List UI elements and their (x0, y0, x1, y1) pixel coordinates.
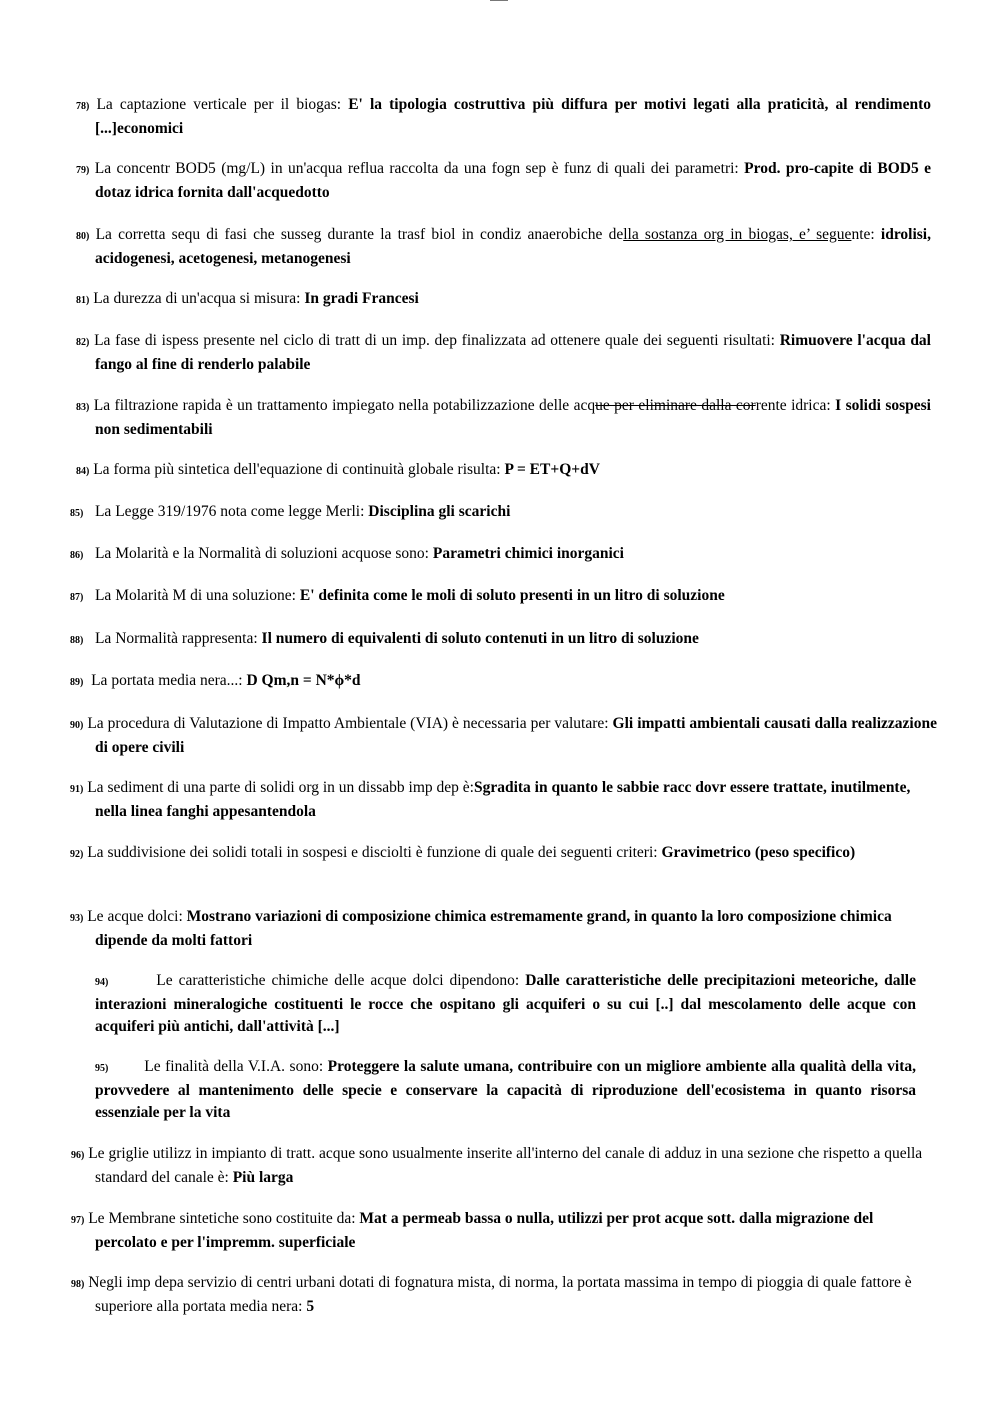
item-number: 94) (95, 977, 109, 988)
list-item (70, 628, 912, 652)
item-answer: Rimuovere l'acqua dal fango al fine di renderlo palabile (95, 332, 931, 373)
item-question: La Normalità rappresenta: (94, 630, 262, 647)
item-question: La corretta sequ di fasi che susseg durante la trasf biol in condiz anaerobiche de (95, 226, 624, 243)
item-answer: D Qm,n = N*ϕ*d (246, 672, 361, 689)
list-item (70, 585, 912, 609)
item-number: 89) (70, 677, 84, 688)
list-item (71, 1272, 937, 1318)
item-answer: E' definita come le moli di soluto presenti in un litro di soluzione (299, 587, 725, 604)
item-answer: Mostrano variazioni di composizione chimica estremamente grand, in quanto la loro composizione chimica dipende da molti fattori (95, 908, 892, 949)
item-question: Le griglie utilizz in impianto di tratt. acque sono usualmente inserite all'interno del canale di adduz in una sezione che rispetto a quella standard del canale è: (88, 1145, 923, 1186)
item-answer: In gradi Francesi (304, 290, 419, 307)
item-number: 84) (76, 466, 90, 477)
item-answer: P = ET+Q+dV (504, 461, 600, 478)
item-question: La procedura di Valutazione di Impatto Ambientale (VIA) è necessaria per valutare: (87, 715, 613, 732)
item-question: La fase di ispess presente nel ciclo di tratt di un imp. dep finalizzata ad ottenere quale dei seguenti risultati: (94, 332, 780, 349)
item-answer: 5 (306, 1298, 315, 1315)
item-question: La Molarità e la Normalità di soluzioni acquose sono: (94, 545, 433, 562)
item-question: nte: (851, 226, 881, 243)
item-question: La filtrazione rapida è un trattamento impiegato nella potabilizzazione delle acq (93, 397, 596, 414)
list-item (76, 288, 912, 312)
item-answer: Disciplina gli scarichi (368, 503, 511, 520)
list-item (71, 1143, 935, 1189)
list-item (70, 670, 912, 694)
list-item (76, 330, 931, 376)
list-item (95, 1056, 916, 1124)
item-answer: idrolisi, acidogenesi, acetogenesi, metanogenesi (95, 226, 931, 267)
item-answer: I solidi sospesi non sedimentabili (95, 397, 931, 438)
item-question: La portata media nera...: (91, 672, 247, 689)
item-answer: Dalle caratteristiche delle precipitazioni meteoriche, dalle interazioni mineralogiche costituenti le rocce che ospitano gli acquiferi o su cui [..] dal mescolamento delle acque con acquiferi più antichi, dall'attività [...] (95, 972, 916, 1035)
item-answer: Mat a permeab bassa o nulla, utilizzi per prot acque sott. dalla migrazione del percolato e per l'impremm. superficiale (95, 1210, 874, 1251)
item-answer: Il numero di equivalenti di soluto contenuti in un litro di soluzione (261, 630, 699, 647)
item-number: 97) (71, 1215, 85, 1226)
item-number: 90) (70, 720, 84, 731)
item-answer: Gravimetrico (peso specifico) (661, 844, 856, 861)
item-question: rente idrica: (755, 397, 836, 414)
item-question: La Molarità M di una soluzione: (94, 587, 300, 604)
list-item (95, 970, 916, 1038)
item-number: 80) (76, 231, 90, 242)
list-item (70, 906, 940, 952)
item-number: 95) (95, 1063, 109, 1074)
item-answer: Parametri chimici inorganici (432, 545, 624, 562)
list-item (76, 94, 931, 140)
list-item (70, 713, 937, 759)
list-item (70, 501, 912, 525)
item-number: 93) (70, 913, 84, 924)
item-question-underlined: lla sostanza org in biogas, e’ segue (623, 226, 852, 243)
item-question: La sediment di una parte di solidi org in un dissabb imp dep è: (87, 779, 474, 796)
list-item (76, 459, 912, 483)
item-question: La forma più sintetica dell'equazione di continuità globale risulta: (93, 461, 505, 478)
item-number: 81) (76, 295, 90, 306)
item-number: 86) (70, 550, 84, 561)
item-number: 88) (70, 635, 84, 646)
item-number: 82) (76, 337, 90, 348)
item-number: 91) (70, 784, 84, 795)
item-question: La captazione verticale per il biogas: (96, 96, 349, 113)
item-answer: E' la tipologia costruttiva più diffura per motivi legati alla praticità, al rendimento [...]economici (95, 96, 932, 137)
item-question: La Legge 319/1976 nota come legge Merli: (94, 503, 369, 520)
item-number: 85) (70, 508, 84, 519)
item-number: 92) (70, 849, 84, 860)
item-answer: Più larga (232, 1169, 294, 1186)
list-item (70, 543, 912, 567)
list-item (70, 842, 895, 866)
list-item (71, 1208, 895, 1254)
item-number: 83) (76, 402, 90, 413)
item-answer: Gli impatti ambientali causati dalla realizzazione di opere civili (95, 715, 937, 756)
item-question: Negli imp depa servizio di centri urbani dotati di fognatura mista, di norma, la portata massima in tempo di pioggia di quale fattore è superiore alla portata media nera: (88, 1274, 912, 1315)
item-question: Le acque dolci: (87, 908, 187, 925)
item-number: 96) (71, 1150, 85, 1161)
item-number: 79) (76, 165, 90, 176)
item-question-strikethrough: ue per eliminare dalla cor (595, 397, 756, 414)
item-answer: Sgradita in quanto le sabbie racc dovr essere trattate, inutilmente, nella linea fanghi appesantendola (95, 779, 911, 820)
list-item (76, 158, 931, 204)
item-number: 87) (70, 592, 84, 603)
top-page-mark (490, 0, 508, 3)
list-item (70, 777, 937, 823)
item-answer: Proteggere la salute umana, contribuire con un migliore ambiente alla qualità della vita, provvedere al mantenimento delle specie e conservare la capacità di riproduzione dell'ecosistema in quanto risorsa essenziale per la vita (95, 1058, 916, 1121)
item-number: 98) (71, 1279, 85, 1290)
item-question: La durezza di un'acqua si misura: (93, 290, 305, 307)
item-number: 78) (76, 101, 90, 112)
item-answer: Prod. pro-capite di BOD5 e dotaz idrica fornita dall'acquedotto (95, 160, 932, 201)
item-question: Le caratteristiche chimiche delle acque dolci dipendono: (156, 972, 526, 989)
item-question: La suddivisione dei solidi totali in sospesi e disciolti è funzione di quale dei seguenti criteri: (87, 844, 662, 861)
item-question: La concentr BOD5 (mg/L) in un'acqua reflua raccolta da una fogn sep è funz di quali dei parametri: (94, 160, 745, 177)
item-question: Le finalità della V.I.A. sono: (144, 1058, 328, 1075)
list-item (76, 224, 931, 270)
item-question: Le Membrane sintetiche sono costituite da: (88, 1210, 360, 1227)
list-item (76, 395, 931, 441)
